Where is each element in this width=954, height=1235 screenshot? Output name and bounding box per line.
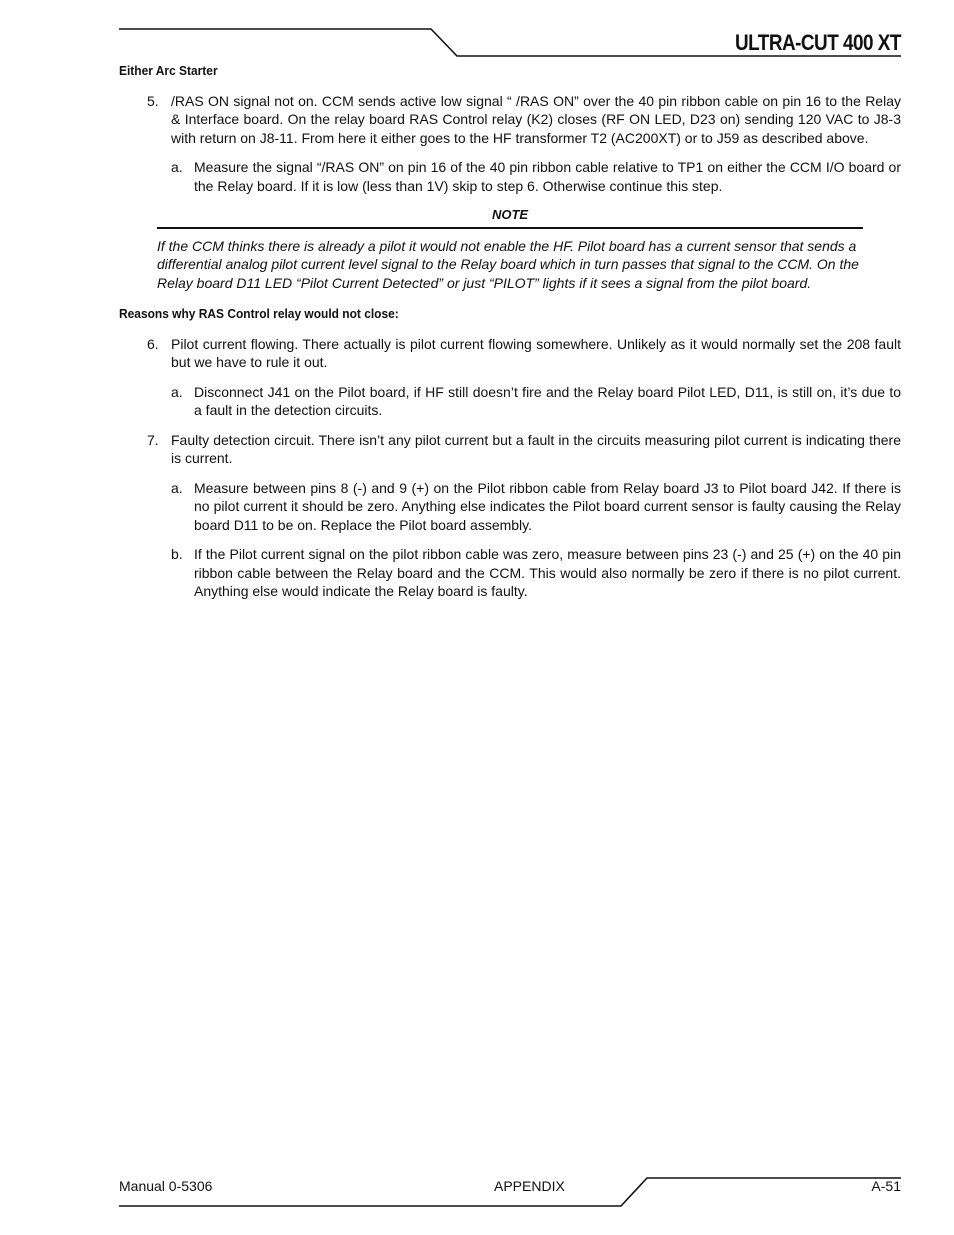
step-6 xyxy=(147,335,901,372)
page-body xyxy=(119,62,901,601)
step-6-sub-a xyxy=(171,383,901,420)
document-title: ULTRA-CUT 400 XT xyxy=(735,30,901,55)
section-heading-arc-starter: Either Arc Starter xyxy=(119,63,218,78)
footer-page-number: A-51 xyxy=(871,1178,901,1194)
step-text: Pilot current flowing. There actually is pilot current flowing somewhere. Unlikely as it would normally set the 208 fault but we have to rule it out. xyxy=(171,335,901,370)
step-text: /RAS ON signal not on. CCM sends active low signal “ /RAS ON” over the 40 pin ribbon cable on pin 16 to the Relay & Interface board. On the relay board RAS Control relay (K2) closes (RF ON LED, D23 on) sending 120 VAC to J8-3 with return on J8-11. From here it either goes to the HF transformer T2 (AC200XT) or to J59 as described above. xyxy=(171,92,901,146)
step-number: 6. xyxy=(147,335,159,352)
sub-step-text: Measure the signal “/RAS ON” on pin 16 of the 40 pin ribbon cable relative to TP1 on either the CCM I/O board or the Relay board. If it is low (less than 1V) skip to step 6. Otherwise continue this step. xyxy=(194,159,901,194)
note-box xyxy=(157,206,863,292)
step-number: 7. xyxy=(147,431,159,448)
step-7 xyxy=(147,431,901,468)
sub-step-text: If the Pilot current signal on the pilot ribbon cable was zero, measure between pins 23 (-) and 25 (+) on the 40 pin ribbon cable between the Relay board and the CCM. This would also normally be zero if there is no pilot current. Anything else would indicate the Relay board is faulty. xyxy=(194,546,901,599)
step-number: 5. xyxy=(147,92,159,109)
footer-section-name: APPENDIX xyxy=(494,1178,565,1194)
sub-step-letter: a. xyxy=(171,383,183,400)
footer-manual-number: Manual 0-5306 xyxy=(119,1178,213,1194)
sub-step-text: Disconnect J41 on the Pilot board, if HF still doesn’t fire and the Relay board Pilot LED, D11, is still on, it’s due to a fault in the detection circuits. xyxy=(194,383,901,418)
step-5 xyxy=(147,92,901,148)
sub-step-letter: a. xyxy=(171,479,183,496)
step-7-sub-b xyxy=(171,545,901,601)
sub-step-letter: b. xyxy=(171,546,183,562)
step-7-sub-a xyxy=(171,479,901,535)
step-5-sub-a xyxy=(171,158,901,195)
note-text: If the CCM thinks there is already a pilot it would not enable the HF. Pilot board has a current sensor that sends a differential analog pilot current level signal to the Relay board which in turn passes that signal to the CCM. On the Relay board D11 LED “Pilot Current Detected” or just “PILOT” lights if it sees a signal from the pilot board. xyxy=(157,237,859,291)
sub-step-letter: a. xyxy=(171,159,183,175)
step-text: Faulty detection circuit. There isn’t any pilot current but a fault in the circuits measuring pilot current is indicating there is current. xyxy=(171,431,901,466)
section-heading-ras-relay: Reasons why RAS Control relay would not close: xyxy=(119,306,399,321)
sub-step-text: Measure between pins 8 (-) and 9 (+) on the Pilot ribbon cable from Relay board J3 to Pilot board J42. If there is no pilot current it should be zero. Anything else indicates the Pilot board current sensor is faulty causing the Relay board D11 to be on. Replace the Pilot board assembly. xyxy=(194,479,901,533)
note-label: NOTE xyxy=(157,206,863,229)
